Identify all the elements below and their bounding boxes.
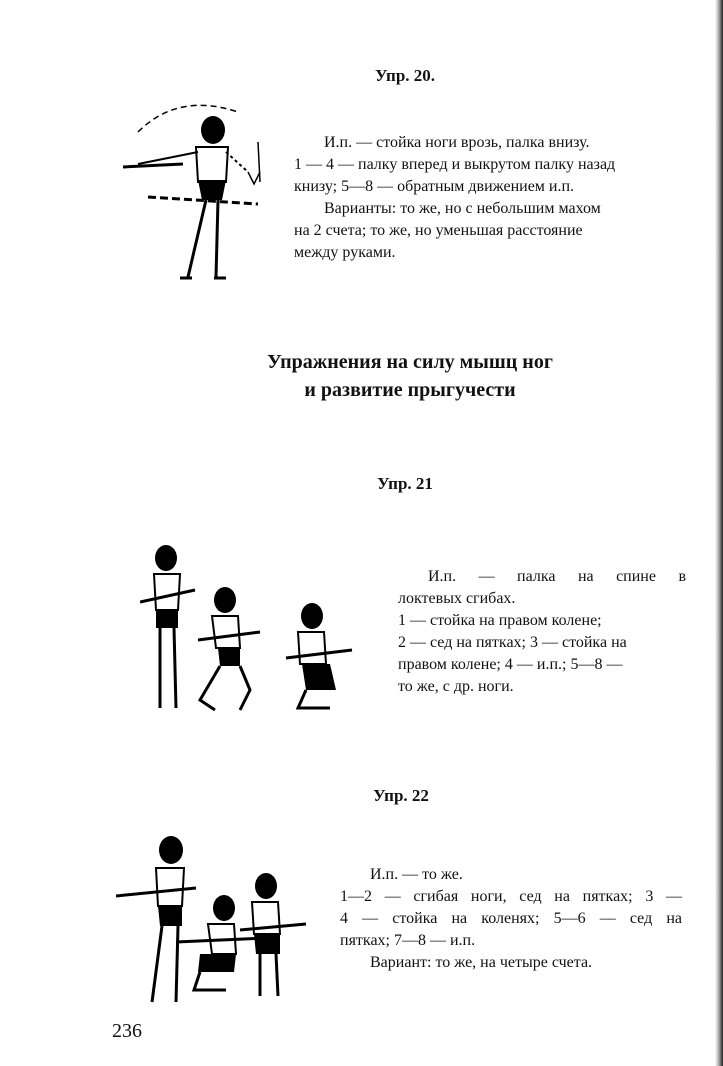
section-heading (200, 348, 620, 404)
exercise-22-line: Вариант: то же, на четыре счета. (370, 954, 593, 971)
exercise-21-line: локтевых сгибах. (398, 590, 516, 607)
exercise-21-line: правом колене; 4 — и.п.; 5—8 — (398, 656, 623, 673)
exercise-20-line: 1 — 4 — палку вперед и выкрутом палку назад (294, 156, 616, 173)
exercise-22-figure (116, 830, 316, 1010)
exercise-20-line: Варианты: то же, но с небольшим махом (324, 200, 601, 217)
exercise-21-line: И.п. — палка на спине в (428, 568, 686, 585)
exercise-20-figure (118, 92, 268, 292)
exercise-22-line: 4 — стойка на коленях; 5—6 — сед на (340, 910, 682, 927)
exercise-20-line: между руками. (294, 244, 396, 261)
exercise-21-line: то же, с др. ноги. (398, 678, 514, 695)
exercise-20-line: И.п. — стойка ноги врозь, палка внизу. (324, 134, 590, 151)
exercise-21-figure (140, 540, 370, 720)
exercise-21-text (398, 566, 686, 698)
exercise-22-line: И.п. — то же. (370, 866, 463, 883)
exercise-20-line: книзу; 5—8 — обратным движением и.п. (294, 178, 575, 195)
page-binding-edge (715, 0, 723, 1066)
exercise-22-text (340, 864, 682, 974)
section-heading-line: и развитие прыгучести (304, 379, 516, 401)
exercise-20-title: Упр. 20. (374, 66, 436, 85)
exercise-20-line: на 2 счета; то же, но уменьшая расстояние (294, 222, 583, 239)
exercise-21-line: 2 — сед на пятках; 3 — стойка на (398, 634, 627, 651)
exercise-22-line: пятках; 7—8 — и.п. (340, 932, 476, 949)
exercise-22-title: Упр. 22 (373, 786, 429, 805)
page-number: 236 (112, 1020, 142, 1042)
exercise-21-title: Упр. 21 (377, 474, 433, 493)
exercise-20-text (294, 132, 694, 264)
exercise-22-line: 1—2 — сгибая ноги, сед на пятках; 3 — (340, 888, 682, 905)
exercise-21-line: 1 — стойка на правом колене; (398, 612, 602, 629)
section-heading-line: Упражнения на силу мышц ног (267, 351, 553, 373)
